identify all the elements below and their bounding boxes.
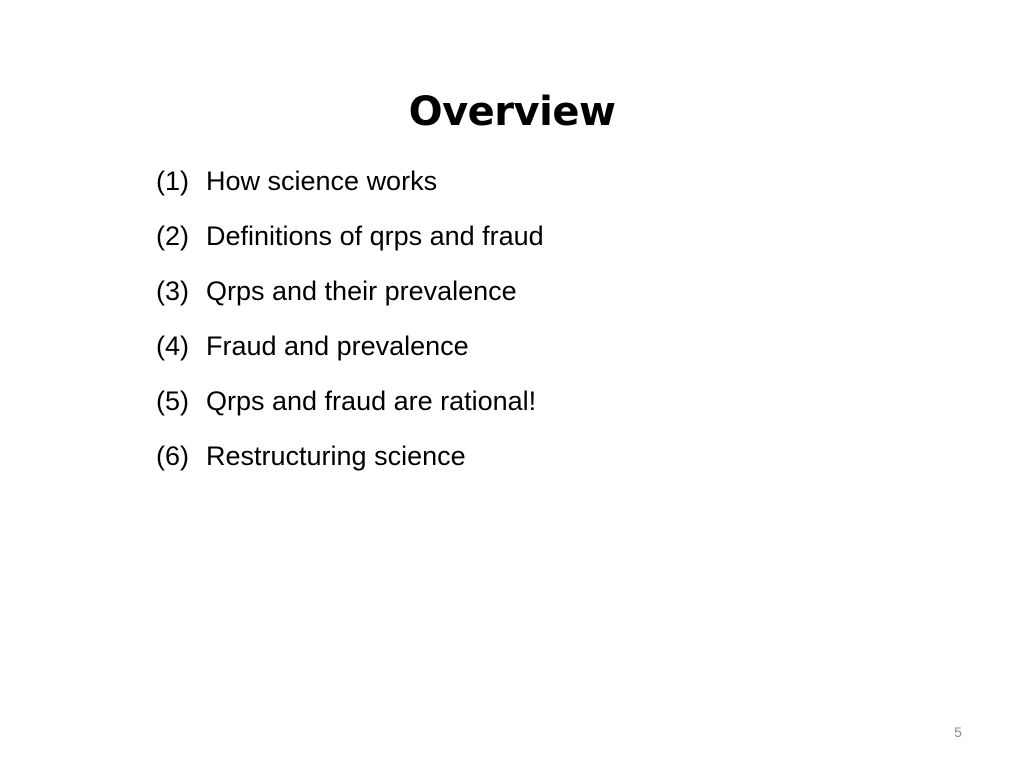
agenda-item-text: Definitions of qrps and fraud <box>206 221 544 251</box>
agenda-item-number: (1) <box>156 166 189 196</box>
agenda-item-text: Restructuring science <box>206 441 466 471</box>
agenda-item-number: (6) <box>156 441 189 471</box>
slide-title: Overview <box>408 89 616 135</box>
agenda-item <box>156 166 544 221</box>
agenda-item <box>156 276 544 331</box>
agenda-item <box>156 441 544 496</box>
agenda-list <box>156 166 544 496</box>
agenda-item-number: (5) <box>156 386 189 416</box>
page-number: 5 <box>954 724 962 740</box>
agenda-item-number: (2) <box>156 221 189 251</box>
agenda-item <box>156 221 544 276</box>
agenda-item-text: Qrps and fraud are rational! <box>206 386 537 416</box>
agenda-item-text: Qrps and their prevalence <box>206 276 517 306</box>
agenda-item <box>156 386 544 441</box>
agenda-item-text: Fraud and prevalence <box>206 331 469 361</box>
agenda-item <box>156 331 544 386</box>
agenda-item-text: How science works <box>206 166 438 196</box>
agenda-item-number: (3) <box>156 276 189 306</box>
agenda-item-number: (4) <box>156 331 189 361</box>
